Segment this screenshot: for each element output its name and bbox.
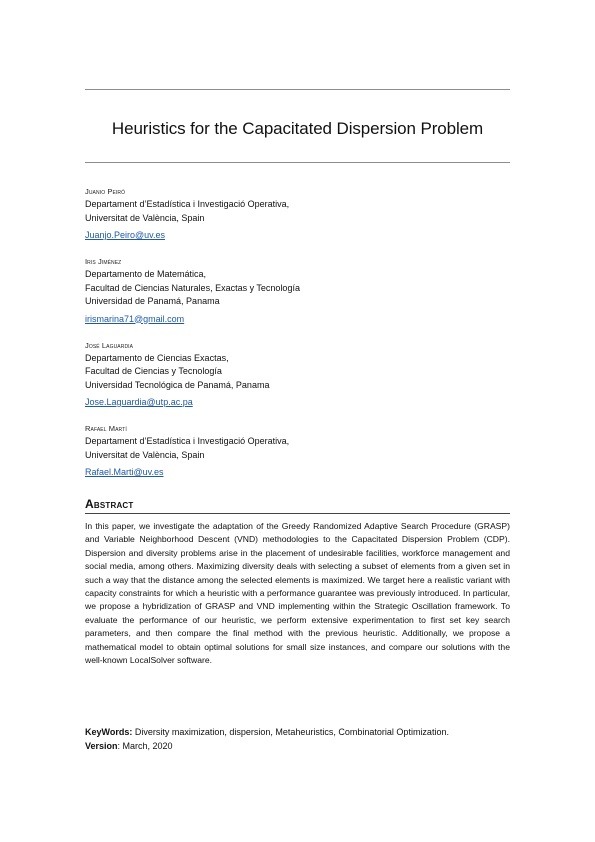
author-affiliation-line: Universitat de València, Spain (85, 212, 205, 223)
paper-title: Heuristics for the Capacitated Dispersion Problem (111, 119, 484, 138)
author-affiliation-line: Departamento de Matemática, (85, 269, 207, 279)
author-name: Juanio Peiró (85, 187, 126, 196)
abstract-text: In this paper, we investigate the adaptation of the Greedy Randomized Adaptive Search Procedure (GRASP) and Variable Neighborhood Descent (VND) methodologies to the Capacitated Dispersion Problem (CDP). Dispersion and diversity problems arise in the placement of undesirable facilities, workforce management and social media, among others. Maximizing diversity deals with selecting a subset of elements from a given set in such a way that the distance among the selected elements is maximized. We target here a realistic variant with capacity constraints for which a heuristic with a performance guarantee was previously introduced. In particular, we propose a hybridization of GRASP and VND implementing within the Strategic Oscillation framework. To evaluate the performance of our heuristic, we perform extensive experimentation to first set key search parameters, and then compare the final method with the previous heuristic. Additionally, we propose a mathematical model to obtain optimal solutions for small size instances, and compare our solutions with the well-known LocalSolver software. (85, 521, 510, 666)
abstract-rule (85, 513, 510, 514)
author-email-link[interactable]: irismarina71@gmail.com (85, 313, 185, 324)
author-email-link[interactable]: Rafael.Marti@uv.es (85, 467, 164, 477)
author-name: Iris Jiménez (85, 257, 122, 266)
author-email-link[interactable]: Juanjo.Peiro@uv.es (85, 230, 166, 240)
keywords-section (85, 725, 510, 753)
author-block-peiro (85, 186, 510, 243)
abstract-heading: Abstract (85, 497, 134, 511)
keywords-line (85, 725, 510, 739)
title-bottom-rule (85, 162, 510, 163)
author-list (85, 186, 510, 493)
version-text: : March, 2020 (117, 741, 173, 751)
keywords-label: KeyWords: (85, 727, 133, 737)
title-top-rule (85, 89, 510, 90)
author-block-laguardia (85, 340, 510, 411)
author-affiliation-line: Universidad de Panamá, Panama (85, 296, 220, 306)
version-label: Version (85, 741, 118, 751)
author-affiliation-line: Universidad Tecnológica de Panamá, Panama (85, 379, 270, 390)
author-affiliation-line: Facultad de Ciencias y Tecnología (85, 366, 222, 376)
author-affiliation-line: Departamento de Ciencias Exactas, (85, 352, 229, 363)
author-block-marti (85, 423, 510, 480)
author-email-link[interactable]: Jose.Laguardia@utp.ac.pa (85, 397, 193, 407)
author-affiliation-line: Universitat de València, Spain (85, 449, 205, 460)
author-name: Rafael Martí (85, 424, 127, 433)
version-line (85, 739, 510, 753)
keywords-text: Diversity maximization, dispersion, Metaheuristics, Combinatorial Optimization. (132, 727, 449, 737)
author-affiliation-line: Departament d’Estadística i Investigació Operativa, (85, 436, 290, 446)
author-block-jimenez (85, 256, 510, 327)
author-affiliation-line: Departament d’Estadística i Investigació Operativa, (85, 199, 290, 209)
author-affiliation-line: Facultad de Ciencias Naturales, Exactas y Tecnología (85, 282, 300, 293)
author-name: José Laguardia (85, 340, 134, 350)
